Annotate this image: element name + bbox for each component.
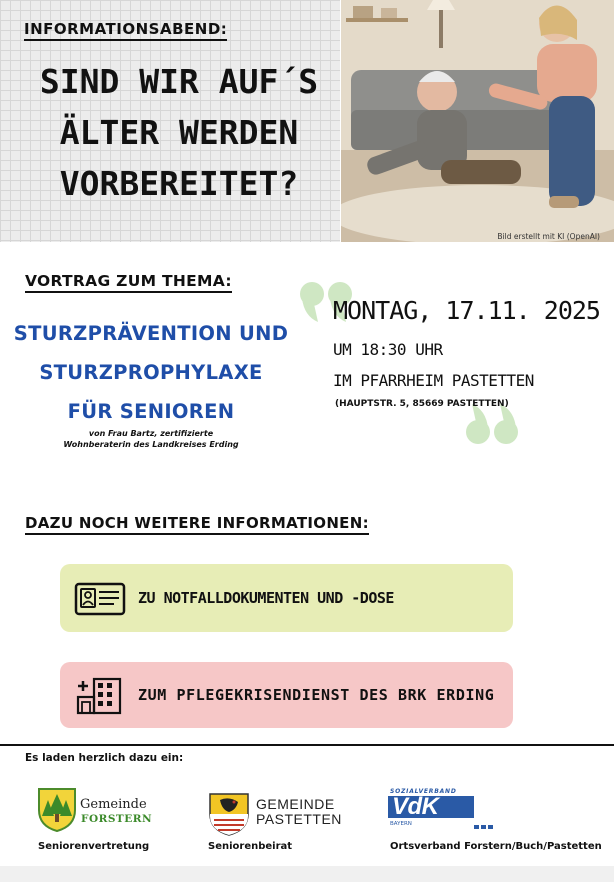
topic-line: STURZPRÄVENTION UND xyxy=(13,322,289,345)
logo-gemeinde-pastetten xyxy=(208,792,342,836)
event-time: UM 18:30 UHR xyxy=(333,340,443,359)
lecture-topic xyxy=(10,314,292,431)
photo-illustration xyxy=(341,0,614,242)
logo-text: GEMEINDE xyxy=(256,796,335,812)
event-address: (HAUPTSTR. 5, 85669 PASTETTEN) xyxy=(335,399,509,409)
vdk-dots-icon xyxy=(474,822,494,832)
logo-gemeinde-forstern xyxy=(36,786,156,832)
logo-vdk xyxy=(388,788,508,836)
byline-line: von Frau Bartz, zertifizierte xyxy=(88,429,214,438)
topic-line: FÜR SENIOREN xyxy=(67,400,235,423)
image-credit: Bild erstellt mit KI (OpenAI) xyxy=(497,232,600,241)
pastetten-crest-icon xyxy=(208,792,250,836)
forstern-crest-icon xyxy=(36,786,78,832)
logo-text: SOZIALVERBAND xyxy=(390,788,457,795)
lecture-label: VORTRAG ZUM THEMA: xyxy=(25,272,232,293)
footer-divider xyxy=(0,744,614,746)
invitation-text: Es laden herzlich dazu ein: xyxy=(25,752,184,764)
org-caption: Seniorenvertretung xyxy=(38,841,150,852)
more-info-label: DAZU NOCH WEITERE INFORMATIONEN: xyxy=(25,514,369,535)
id-card-icon xyxy=(74,578,126,618)
info-box-text: ZU NOTFALLDOKUMENTEN UND -DOSE xyxy=(138,589,394,607)
speaker-byline xyxy=(40,428,262,450)
event-place: IM PFARRHEIM PASTETTEN xyxy=(333,371,534,390)
header-photo xyxy=(341,0,614,242)
hospital-icon xyxy=(74,675,126,715)
logo-text: BAYERN xyxy=(390,821,412,827)
logo-text: PASTETTEN xyxy=(256,811,342,827)
info-box-text: ZUM PFLEGEKRISENDIENST DES BRK ERDING xyxy=(138,686,495,704)
org-caption: Ortsverband Forstern/Buch/Pastetten xyxy=(390,841,602,852)
headline-line: SIND WIR AUF´S xyxy=(39,62,319,101)
page-bottom-band xyxy=(0,866,614,882)
event-kicker: INFORMATIONSABEND: xyxy=(24,20,227,41)
byline-line: Wohnberaterin des Landkreises Erding xyxy=(63,440,239,449)
topic-line: STURZPROPHYLAXE xyxy=(39,361,263,384)
headline-line: VORBEREITET? xyxy=(59,164,299,203)
logo-text: Gemeinde xyxy=(80,797,147,812)
logo-text: VdK xyxy=(392,793,439,820)
headline xyxy=(24,56,334,209)
org-caption: Seniorenbeirat xyxy=(208,841,293,852)
event-date: MONTAG, 17.11. 2025 xyxy=(333,296,600,325)
logo-text: FORSTERN xyxy=(81,813,153,825)
headline-line: ÄLTER WERDEN xyxy=(59,113,299,152)
info-box-care-crisis-service xyxy=(60,662,513,728)
info-box-emergency-documents xyxy=(60,564,513,632)
